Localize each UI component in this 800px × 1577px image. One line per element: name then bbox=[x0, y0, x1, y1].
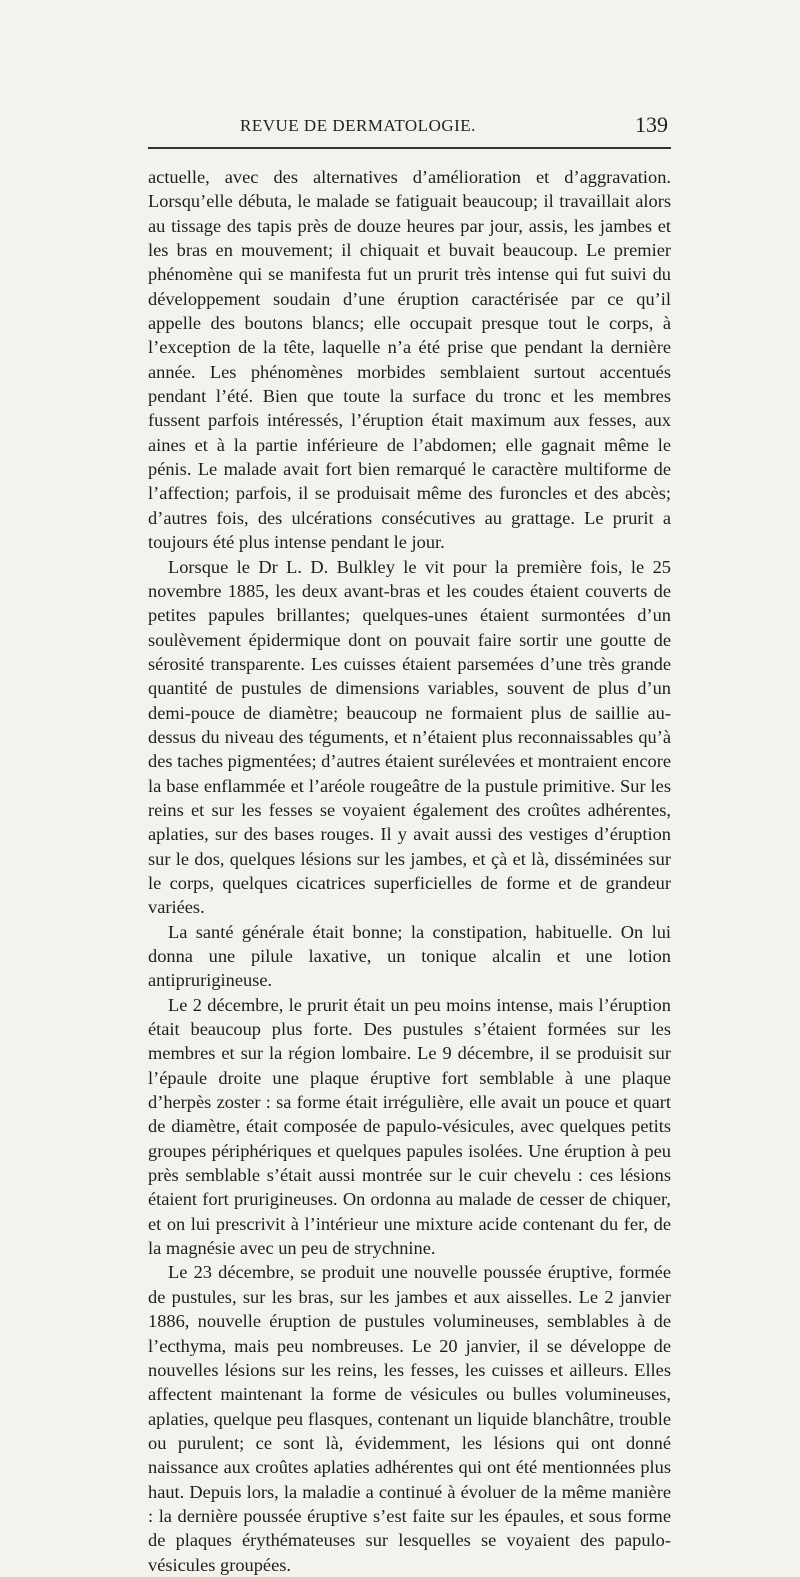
paragraph: La santé générale était bonne; la constipation, habituelle. On lui donna une pilule laxative, un tonique alcalin et une lotion antiprurigineuse. bbox=[148, 921, 671, 991]
paragraph: Lorsque le Dr L. D. Bulkley le vit pour la première fois, le 25 novembre 1885, les deux avant-bras et les coudes étaient couverts de petites papules brillantes; quelques-unes étaient surmontées d’un soulèvement épidermique dont on pouvait faire sortir une goutte de sérosité transparente. Les cuisses étaient parsemées d’une très grande quantité de pustules de dimensions variables, souvent de plus d’un demi-pouce de diamètre; beaucoup ne formaient plus de saillie au-dessus du niveau des téguments, et n’étaient plus reconnaissables qu’à des taches pigmentées; d’autres étaient surélevées et montraient encore la base enflammée et l’aréole rougeâtre de la pustule primitive. Sur les reins et sur les fesses se voyaient également des croûtes adhérentes, aplaties, sur des bases rouges. Il y avait aussi des vestiges d’éruption sur le dos, quelques lésions sur les jambes, et çà et là, disséminées sur le corps, quelques cicatrices superficielles de forme et de grandeur variées. bbox=[148, 556, 671, 918]
paragraph: actuelle, avec des alternatives d’amélioration et d’aggravation. Lorsqu’elle débuta, le malade se fatiguait beaucoup; il travaillait alors au tissage des tapis près de douze heures par jour, assis, les jambes et les bras en mouvement; il chiquait et buvait beaucoup. Le premier phénomène qui se manifesta fut un prurit très intense qui fut suivi du développement soudain d’une éruption caractérisée par ce qu’il appelle des boutons blancs; elle occupait presque tout le corps, à l’exception de la tête, laquelle n’a été prise que pendant la dernière année. Les phénomènes morbides semblaient surtout accentués pendant l’été. Bien que toute la surface du tronc et les membres fussent parfois intéressés, l’éruption était maximum aux fesses, aux aines et à la partie inférieure de l’abdomen; elle gagnait même le pénis. Le malade avait fort bien remarqué le caractère multiforme de l’affection; parfois, il se produisait même des furoncles et des abcès; d’autres fois, des ulcérations consécutives au grattage. Le prurit a toujours été plus intense pendant le jour. bbox=[148, 167, 671, 553]
body-text bbox=[148, 165, 671, 1577]
paragraph: Le 2 décembre, le prurit était un peu moins intense, mais l’éruption était beaucoup plus forte. Des pustules s’étaient formées sur les membres et sur la région lombaire. Le 9 décembre, il se produisit sur l’épaule droite une plaque éruptive fort semblable à une plaque d’herpès zoster : sa forme était irrégulière, elle avait un pouce et quart de diamètre, était composée de papulo-vésicules, avec quelques petits groupes périphériques et quelques papules isolées. Une éruption à peu près semblable s’était aussi montrée sur le cuir chevelu : ces lésions étaient fort prurigineuses. On ordonna au malade de cesser de chiquer, et on lui prescrivit à l’intérieur une mixture acide contenant du fer, de la magnésie avec un peu de strychnine. bbox=[148, 994, 671, 1259]
header-rule bbox=[148, 147, 671, 149]
paragraph: Le 23 décembre, se produit une nouvelle poussée éruptive, formée de pustules, sur les bras, sur les jambes et aux aisselles. Le 2 janvier 1886, nouvelle éruption de pustules volumineuses, semblables à de l’ecthyma, mais peu nombreuses. Le 20 janvier, il se développe de nouvelles lésions sur les reins, les fesses, les cuisses et ailleurs. Elles affectent maintenant la forme de vésicules ou bulles volumineuses, aplaties, quelque peu flasques, contenant un liquide blanchâtre, trouble ou purulent; ce sont là, évidemment, les lésions qui ont donné naissance aux croûtes aplaties adhérentes qui ont été mentionnées plus haut. Depuis lors, la maladie a continué à évoluer de la même manière : la dernière poussée éruptive s’est faite sur les épaules, et sous forme de plaques érythémateuses sur lesquelles se voyaient des papulo-vésicules groupées. bbox=[148, 1262, 671, 1575]
running-title: REVUE DE DERMATOLOGIE. bbox=[240, 116, 476, 135]
page-number: 139 bbox=[635, 112, 668, 137]
running-head bbox=[0, 112, 800, 142]
